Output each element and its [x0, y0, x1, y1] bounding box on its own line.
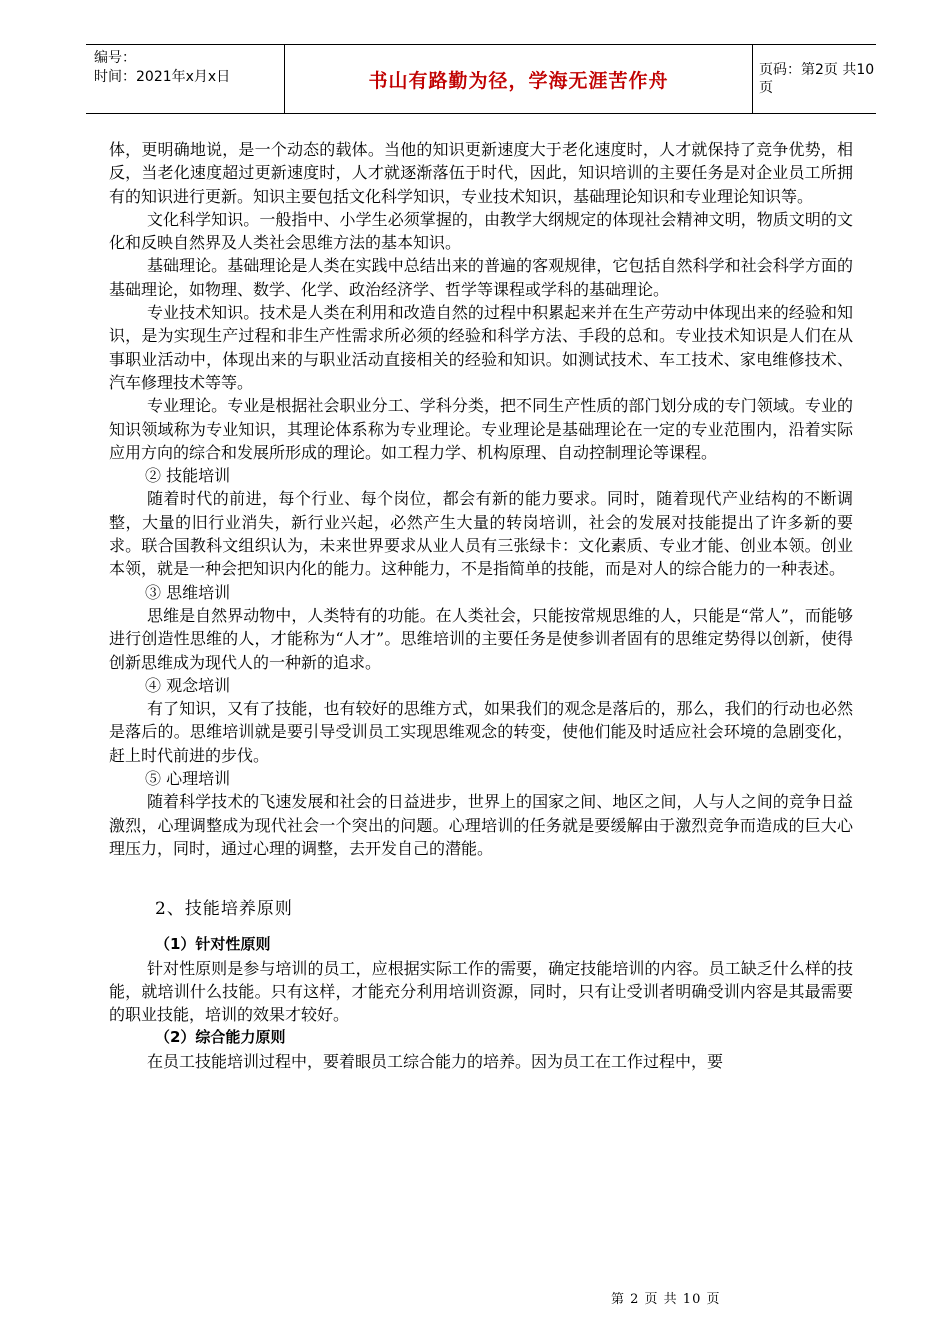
paragraph: 基础理论。基础理论是人类在实践中总结出来的普遍的客观规律，它包括自然科学和社会科学方面的基础理论，如物理、数学、化学、政治经济学、哲学等课程或学科的基础理论。: [109, 256, 853, 299]
header-meta-cell: [86, 45, 285, 113]
header-page-info: 页码：第2页 共10页: [759, 62, 875, 96]
header-page-cell: [753, 45, 876, 113]
paragraph: 专业技术知识。技术是人类在利用和改造自然的过程中积累起来并在生产劳动中体现出来的经验和知识，是为实现生产过程和非生产性需求所必须的经验和科学方法、手段的总和。专业技术知识是人们在从事职业活动中，体现出来的与职业活动直接相关的经验和知识。如测试技术、车工技术、家电维修技术、汽车修理技术等等。: [109, 303, 853, 392]
header-motto: 书山有路勤为径，学海无涯苦作舟: [368, 69, 669, 92]
section-heading-skill-principles: 2、技能培养原则: [155, 899, 293, 920]
document-time-label: 时间：2021年x月x日: [94, 69, 231, 85]
paragraph: 体，更明确地说，是一个动态的载体。当他的知识更新速度大于老化速度时，人才就保持了竞争优势，相反，当老化速度超过更新速度时，人才就逐渐落伍于时代，因此，知识培训的主要任务是对企业员工所拥有的知识进行更新。知识主要包括文化科学知识，专业技术知识，基础理论知识和专业理论知识等。: [109, 140, 853, 206]
page-footer: 第 2 页 共 10 页: [611, 1292, 721, 1307]
subheading-comprehensive-principle: （2）综合能力原则: [155, 1028, 286, 1047]
paragraph: 针对性原则是参与培训的员工，应根据实际工作的需要，确定技能培训的内容。员工缺乏什么样的技能，就培训什么技能。只有这样，才能充分利用培训资源，同时，只有让受训者明确受训内容是其最需要的职业技能，培训的效果才较好。: [109, 958, 853, 1025]
paragraph: 随着科学技术的飞速发展和社会的日益进步，世界上的国家之间、地区之间，人与人之间的竞争日益激烈，心理调整成为现代社会一个突出的问题。心理培训的任务就是要缓解由于激烈竞争而造成的巨大心理压力，同时，通过心理的调整，去开发自己的潜能。: [109, 792, 853, 858]
paragraph: 随着时代的前进，每个行业、每个岗位，都会有新的能力要求。同时，随着现代产业结构的不断调整，大量的旧行业消失，新行业兴起，必然产生大量的转岗培训，社会的发展对技能提出了许多新的要求。联合国教科文组织认为，未来世界要求从业人员有三张绿卡：文化素质、专业才能、创业本领。创业本领，就是一种会把知识内化的能力。这种能力，不是指简单的技能，而是对人的综合能力的一种表述。: [109, 489, 853, 579]
paragraph: 专业理论。专业是根据社会职业分工、学科分类，把不同生产性质的部门划分成的专门领域。专业的知识领域称为专业知识，其理论体系称为专业理论。专业理论是基础理论在一定的专业范围内，沿着实际应用方向的综合和发展所形成的理论。如工程力学、机构原理、自动控制理论等课程。: [109, 396, 853, 462]
paragraph: 思维是自然界动物中，人类特有的功能。在人类社会，只能按常规思维的人，只能是“常人”，而能够进行创造性思维的人，才能称为“人才”。思维培训的主要任务是使参训者固有的思维定势得以创新，使得创新思维成为现代人的一种新的追求。: [109, 605, 853, 672]
page-header: [86, 44, 876, 114]
document-body: [109, 138, 853, 1073]
subheading-psychology-training: ⑤ 心理培训: [145, 769, 231, 789]
subheading-targeted-principle: （1）针对性原则: [155, 935, 271, 954]
subheading-concept-training: ④ 观念培训: [145, 675, 231, 695]
subheading-skill-training: ② 技能培训: [145, 466, 231, 486]
subheading-thinking-training: ③ 思维培训: [145, 582, 231, 602]
paragraph: 文化科学知识。一般指中、小学生必须掌握的，由教学大纲规定的体现社会精神文明，物质文明的文化和反映自然界及人类社会思维方法的基本知识。: [109, 209, 853, 253]
header-motto-cell: [285, 45, 753, 113]
document-number-label: 编号：: [94, 50, 136, 66]
paragraph: 有了知识，又有了技能，也有较好的思维方式，如果我们的观念是落后的，那么，我们的行动也必然是落后的。思维培训就是要引导受训员工实现思维观念的转变，使他们能及时适应社会环境的急剧变化，赶上时代前进的步伐。: [109, 699, 853, 765]
paragraph: 在员工技能培训过程中，要着眼员工综合能力的培养。因为员工在工作过程中，要: [147, 1051, 724, 1071]
